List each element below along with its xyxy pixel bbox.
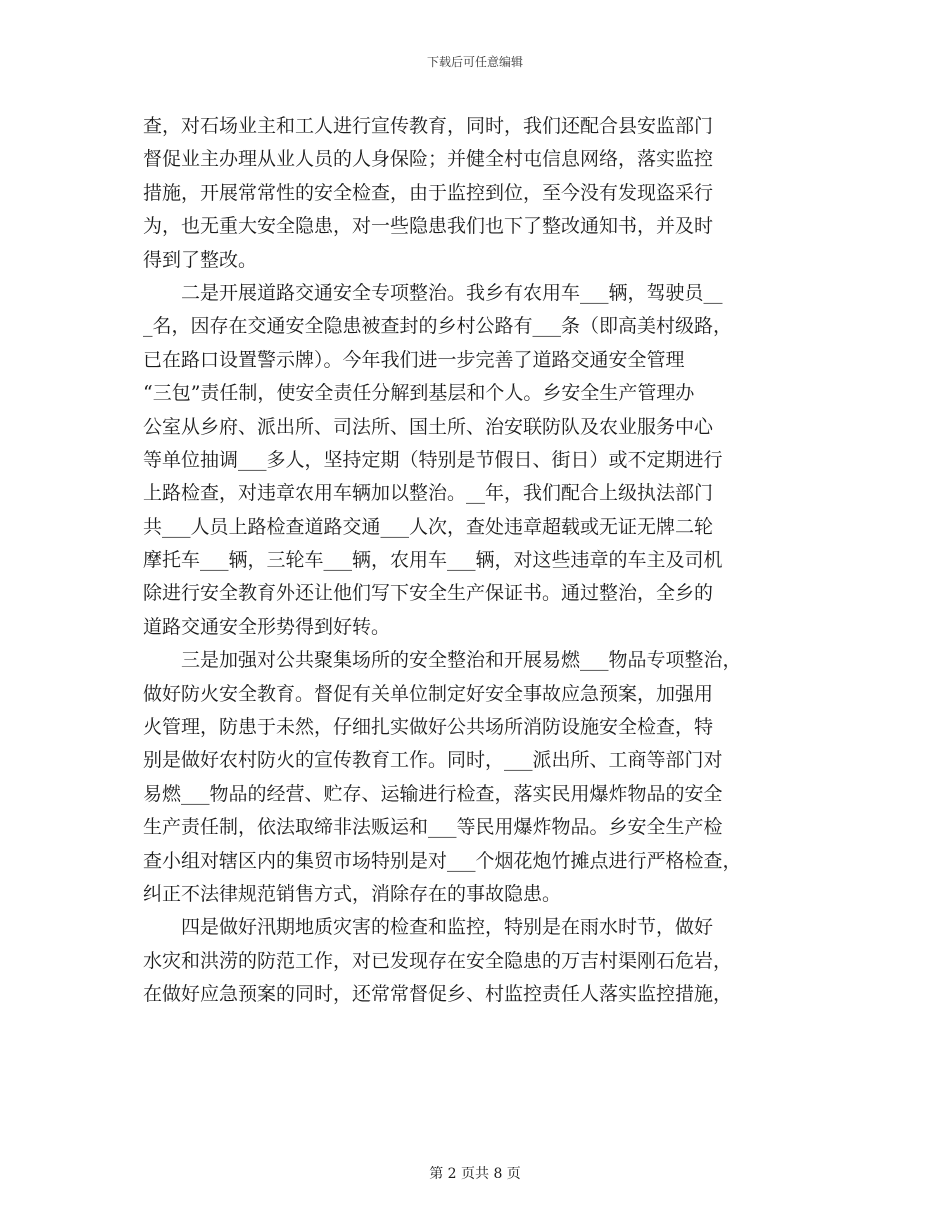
text-line: 在做好应急预案的同时，还常常督促乡、村监控责任人落实监控措施， [143, 983, 733, 1006]
text-line: 除进行安全教育外还让他们写下安全生产保证书。通过整治，全乡的 [143, 582, 714, 605]
text-line: 查，对石场业主和工人进行宣传教育，同时，我们还配合县安监部门 [143, 115, 714, 137]
document-body [143, 110, 808, 1012]
text-line: 共___人员上路检查道路交通___人次，查处违章超载或无证无牌二轮 [143, 515, 714, 538]
text-line: 二是开展道路交通安全专项整治。我乡有农用车___辆，驾驶员__ [143, 281, 723, 304]
text-line: _名，因存在交通安全隐患被查封的乡村公路有___条（即高美村级路， [143, 315, 733, 338]
text-line: 做好防火安全教育。督促有关单位制定好安全事故应急预案，加强用 [143, 682, 714, 705]
text-line: 纠正不法律规范销售方式，消除存在的事故隐患。 [143, 882, 562, 905]
text-line: 生产责任制，依法取缔非法贩运和___等民用爆炸物品。乡安全生产检 [143, 816, 723, 839]
text-line: 三是加强对公共聚集场所的安全整治和开展易燃___物品专项整治， [143, 649, 742, 672]
text-line: 已在路口设置警示牌）。今年我们进一步完善了道路交通安全管理 [143, 348, 685, 371]
text-line: 措施，开展常常性的安全检查，由于监控到位，至今没有发现盗采行 [143, 181, 714, 204]
text-line: 得到了整改。 [143, 248, 258, 271]
text-line: 道路交通安全形势得到好转。 [143, 615, 391, 638]
text-line: 上路检查，对违章农用车辆加以整治。__年，我们配合上级执法部门 [143, 482, 714, 505]
page-number: 第 2 页共 8 页 [429, 1166, 521, 1182]
text-line: “三包”责任制，使安全责任分解到基层和个人。乡安全生产管理办 [143, 382, 695, 405]
text-line: 督促业主办理从业人员的人身保险；并健全村屯信息网络，落实监控 [143, 148, 714, 171]
text-line: 别是做好农村防火的宣传教育工作。同时，___派出所、工商等部门对 [143, 749, 723, 772]
text-line: 公室从乡府、派出所、司法所、国土所、治安联防队及农业服务中心 [143, 415, 714, 438]
text-line: 水灾和洪涝的防范工作，对已发现存在安全隐患的万吉村渠刚石危岩， [143, 949, 733, 972]
text-line: 易燃___物品的经营、贮存、运输进行检查，落实民用爆炸物品的安全 [143, 782, 723, 805]
text-line: 摩托车___辆，三轮车___辆，农用车___辆，对这些违章的车主及司机 [143, 549, 723, 572]
page-header: 下载后可任意编辑 [426, 55, 523, 69]
text-line: 等单位抽调___多人，坚持定期（特别是节假日、街日）或不定期进行 [143, 448, 723, 471]
text-line: 四是做好汛期地质灾害的检查和监控，特别是在雨水时节，做好 [143, 916, 714, 939]
text-line: 查小组对辖区内的集贸市场特别是对___个烟花炮竹摊点进行严格检查， [143, 849, 742, 872]
text-line: 为，也无重大安全隐患，对一些隐患我们也下了整改通知书，并及时 [143, 215, 714, 238]
text-line: 火管理，防患于未然，仔细扎实做好公共场所消防设施安全检查，特 [143, 716, 714, 739]
